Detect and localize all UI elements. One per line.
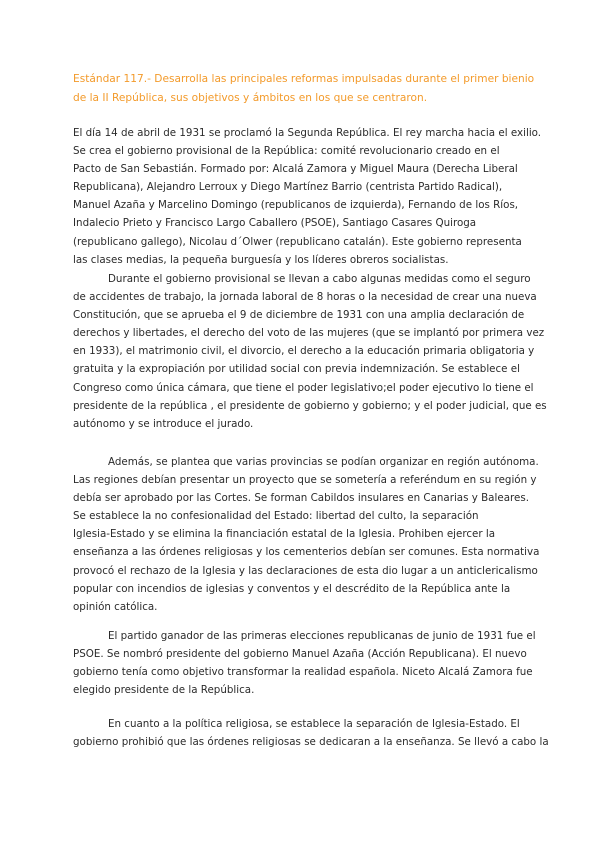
paragraph-line: Además, se plantea que varias provincias se podían organizar en región autónoma. [108, 456, 539, 468]
paragraph-line: gobierno prohibió que las órdenes religiosas se dedicaran a la enseñanza. Se llevó a cabo la [73, 736, 549, 749]
paragraph-regions-church [73, 453, 540, 616]
paragraph-line: provocó el rechazo de la Iglesia y las declaraciones de esta dio lugar a un anticlericalismo [73, 564, 538, 577]
paragraph-line: En cuanto a la política religiosa, se establece la separación de Iglesia-Estado. El [108, 718, 520, 730]
paragraph-constitution [73, 270, 547, 433]
paragraph-line: Constitución, que se aprueba el 9 de diciembre de 1931 con una amplia declaración de [73, 309, 525, 322]
heading-line: Estándar 117.- Desarrolla las principales reformas impulsadas durante el primer bienio [73, 73, 535, 85]
paragraph-line: Se crea el gobierno provisional de la República: comité revolucionario creado en el [73, 145, 500, 158]
paragraph-line: enseñanza a las órdenes religiosas y los cementerios debían ser comunes. Esta normativa [73, 546, 540, 559]
paragraph-line: de accidentes de trabajo, la jornada laboral de 8 horas o la necesidad de crear una nueva [73, 291, 537, 304]
paragraph-line: las clases medias, la pequeña burguesía y los líderes obreros socialistas. [73, 253, 449, 266]
paragraph-line: Congreso como única cámara, que tiene el poder legislativo;el poder ejecutivo lo tiene el [73, 381, 534, 394]
paragraph-line: gobierno tenía como objetivo transformar la realidad española. Niceto Alcalá Zamora fue [73, 666, 533, 679]
paragraph-line: presidente de la república , el presidente de gobierno y gobierno; y el poder judicial, que es [73, 399, 547, 412]
paragraph-provisional-government [73, 124, 542, 269]
paragraph-line: elegido presidente de la República. [73, 684, 255, 697]
paragraph-line: popular con incendios de iglesias y conventos y el descrédito de la República ante la [73, 582, 511, 595]
paragraph-line: Durante el gobierno provisional se llevan a cabo algunas medidas como el seguro [108, 273, 531, 285]
paragraph-line: Pacto de San Sebastián. Formado por: Alcalá Zamora y Miguel Maura (Derecha Liberal [73, 163, 518, 176]
paragraph-religious-policy [73, 715, 549, 751]
paragraph-line: en 1933), el matrimonio civil, el divorcio, el derecho a la educación primaria obligatoria y [73, 345, 535, 358]
paragraph-line: Se establece la no confesionalidad del Estado: libertad del culto, la separación [73, 510, 479, 523]
paragraph-line: gratuita y la expropiación por utilidad social con previa indemnización. Se establece el [73, 363, 520, 376]
paragraph-line: Iglesia-Estado y se elimina la financiación estatal de la Iglesia. Prohiben ejercer la [73, 528, 496, 541]
paragraph-line: derechos y libertades, el derecho del voto de las mujeres (que se implantó por primera vez [73, 327, 545, 340]
heading-line: de la II República, sus objetivos y ámbitos en los que se centraron. [73, 92, 428, 104]
paragraph-line: Las regiones debían presentar un proyecto que se sometería a referéndum en su región y [73, 474, 537, 487]
paragraph-line: autónomo y se introduce el jurado. [73, 417, 254, 430]
standard-heading [73, 70, 533, 108]
paragraph-line: debía ser aprobado por las Cortes. Se forman Cabildos insulares en Canarias y Baleares. [73, 492, 529, 505]
paragraph-line: Manuel Azaña y Marcelino Domingo (republicanos de izquierda), Fernando de los Ríos, [73, 199, 519, 212]
paragraph-line: PSOE. Se nombró presidente del gobierno Manuel Azaña (Acción Republicana). El nuevo [73, 648, 527, 661]
paragraph-elections [73, 627, 536, 699]
paragraph-line: opinión católica. [73, 600, 158, 613]
paragraph-line: Indalecio Prieto y Francisco Largo Caballero (PSOE), Santiago Casares Quiroga [73, 217, 477, 230]
paragraph-line: El partido ganador de las primeras elecciones republicanas de junio de 1931 fue el [108, 630, 536, 642]
paragraph-line: Republicana), Alejandro Lerroux y Diego Martínez Barrio (centrista Partido Radical), [73, 181, 503, 194]
paragraph-line: El día 14 de abril de 1931 se proclamó la Segunda República. El rey marcha hacia el exilio. [73, 127, 542, 139]
paragraph-line: (republicano gallego), Nicolau d´Olwer (republicano catalán). Este gobierno representa [73, 235, 522, 248]
